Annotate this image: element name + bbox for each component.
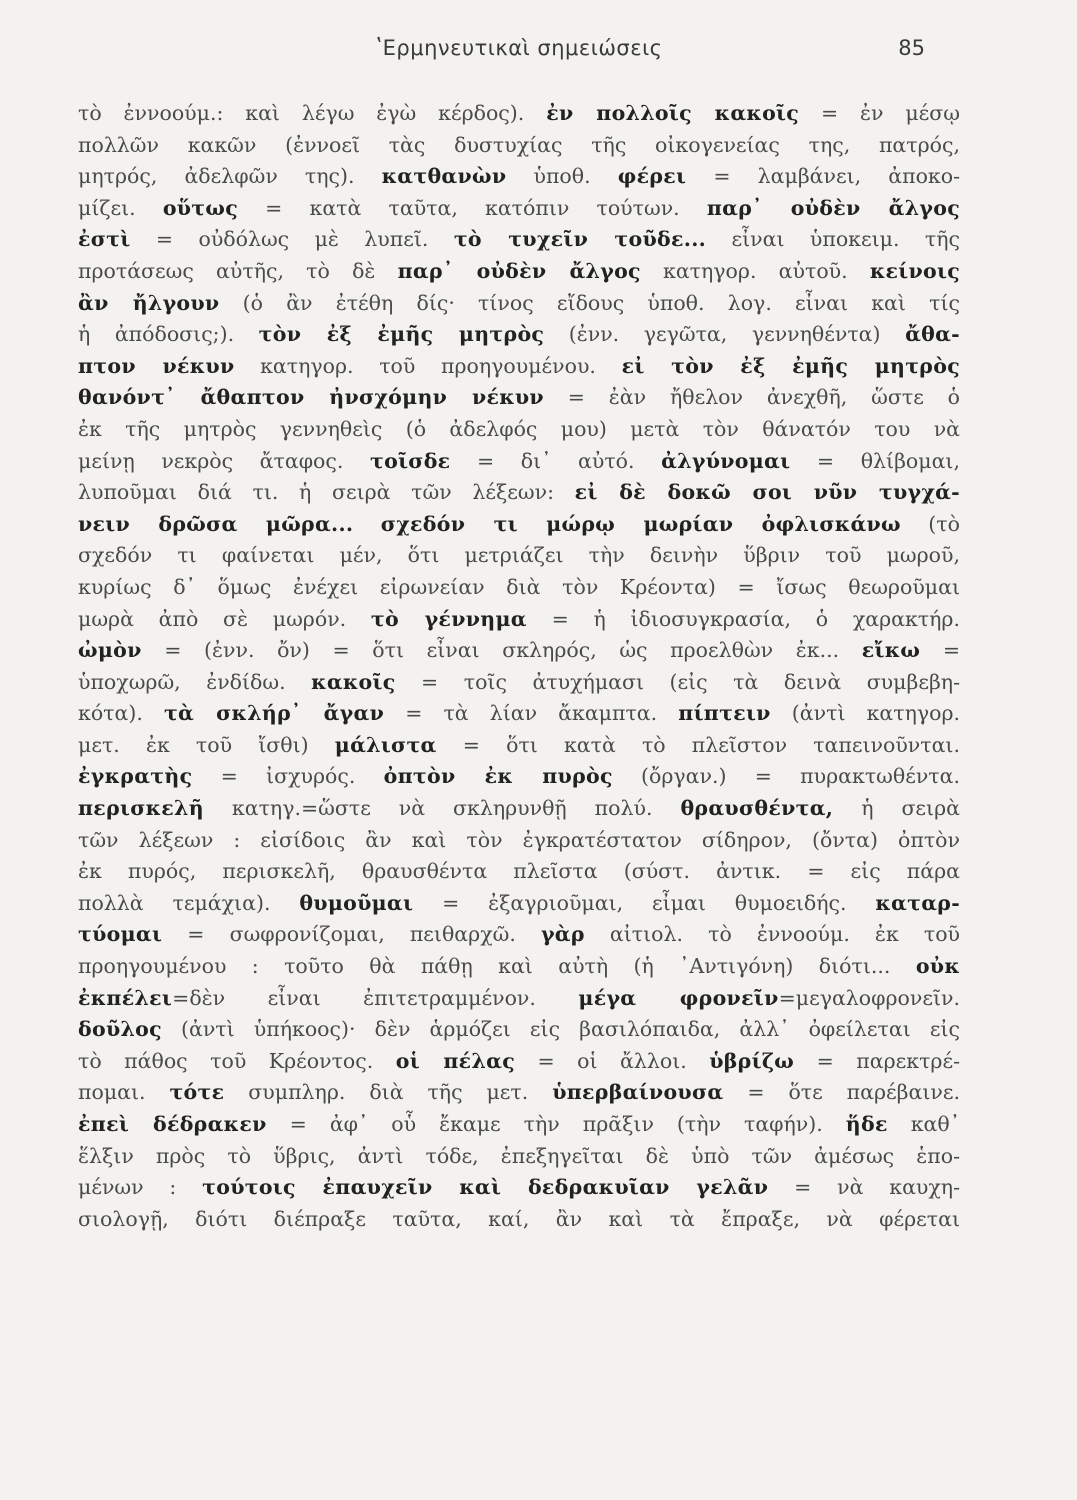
gloss-text: ἐκ τῆς μητρὸς γεννηθεὶς (ὁ ἀδελφός μου) μετὰ τὸν θάνατόν του νὰ	[78, 416, 960, 441]
text-line	[78, 572, 960, 604]
text-line	[78, 1077, 960, 1109]
lemma-term: περισκελῆ	[78, 796, 204, 821]
gloss-text: = θλίβομαι,	[790, 448, 960, 473]
text-line	[78, 825, 960, 857]
lemma-term: ἐν πολλοῖς κακοῖς	[546, 101, 800, 125]
text-line	[78, 414, 960, 446]
gloss-text: τὸ πάθος τοῦ Κρέοντος.	[78, 1048, 396, 1073]
gloss-text: συμπληρ. διὰ τῆς μετ.	[224, 1080, 553, 1105]
lemma-term: ἐπεὶ δέδρακεν	[78, 1112, 267, 1136]
gloss-text: = (ἐνν. ὄν) = ὅτι εἶναι σκληρός, ὡς προελθὼν ἐκ...	[141, 638, 862, 663]
page-number: 85	[898, 36, 925, 60]
running-title: ʽΕρμηνευτικαὶ σημειώσεις	[375, 36, 663, 60]
gloss-text: κατηγορ. αὐτοῦ.	[640, 258, 870, 283]
gloss-text: (ὄργαν.) = πυρακτωθέντα.	[612, 764, 960, 789]
gloss-text: πολλῶν κακῶν (ἐννοεῖ τὰς δυστυχίας τῆς οἰκογενείας της, πατρός,	[78, 132, 960, 157]
gloss-text: = ἐν μέσῳ	[799, 101, 960, 125]
lemma-term: θραυσθέντα,	[680, 796, 834, 821]
lemma-term: οὐκ	[915, 954, 960, 979]
text-line	[78, 1014, 960, 1046]
lemma-term: σχεδόν τι μώρῳ μωρίαν ὀφλισκάνω	[380, 511, 901, 536]
lemma-term: εἰ δὲ δοκῶ σοι νῦν τυγχά-	[574, 480, 960, 505]
lemma-term: τὸν ἐξ ἐμῆς μητρὸς	[258, 322, 545, 347]
lemma-term: πίπτειν	[678, 701, 771, 726]
text-line	[78, 130, 960, 162]
gloss-text: τῶν λέξεων : εἰσίδοις ἂν καὶ τὸν ἐγκρατέστατον σίδηρον, (ὄντα) ὀπτὸν	[78, 827, 960, 852]
gloss-text: = ἡ ἰδιοσυγκρασία, ὁ χαρακτήρ.	[526, 606, 960, 631]
lemma-term: θυμοῦμαι	[299, 890, 414, 915]
gloss-text: σιολογῇ, διότι διέπραξε ταῦτα, καί, ἂν καὶ τὰ ἔπραξε, νὰ φέρεται	[78, 1206, 960, 1231]
lemma-term: πτον νέκυν	[78, 353, 235, 378]
text-line	[78, 161, 960, 193]
lemma-term: μέγα φρονεῖν	[578, 985, 779, 1010]
lemma-term: ὑπερβαίνουσα	[552, 1080, 724, 1105]
text-line	[78, 382, 960, 414]
lemma-term: παρ᾽ οὐδὲν ἄλγος	[706, 195, 960, 220]
gloss-text: (τὸ	[900, 511, 960, 536]
gloss-text: = δι᾽ αὐτό.	[450, 448, 662, 473]
gloss-text: (ἀντὶ ὑπήκοος)· δὲν ἁρμόζει εἰς βασιλόπαιδα, ἀλλ᾽ ὀφείλεται εἰς	[161, 1017, 960, 1042]
running-head	[78, 36, 960, 66]
lemma-term: τὰ σκλήρ᾽ ἄγαν	[163, 701, 385, 726]
lemma-term: μάλιστα	[334, 732, 437, 757]
gloss-text: = ἰσχυρός.	[192, 764, 384, 789]
lemma-term: κείνοις	[869, 258, 960, 283]
gloss-text: = λαμβάνει, ἀποκο-	[686, 164, 960, 189]
lemma-term: νειν δρῶσα μῶρα...	[78, 511, 354, 536]
gloss-text: = ὅτε παρέβαινε.	[723, 1080, 960, 1105]
lemma-term: καταρ-	[875, 890, 960, 915]
text-line	[78, 509, 960, 541]
gloss-text: προηγουμένου : τοῦτο θὰ πάθῃ καὶ αὐτὴ (ἡ ᾽Αντιγόνη) διότι...	[78, 954, 916, 979]
gloss-text: καθ᾽	[887, 1112, 960, 1136]
lemma-term: τοῖσδε	[370, 448, 451, 473]
gloss-text: μένων :	[78, 1175, 203, 1200]
gloss-text: εἶναι ὑποκειμ. τῆς	[706, 227, 960, 252]
lemma-term: ὑβρίζω	[709, 1048, 795, 1073]
lemma-term: δοῦλος	[78, 1017, 162, 1042]
gloss-text: μείνῃ νεκρὸς ἄταφος.	[78, 448, 370, 473]
lemma-term: εἴκω	[861, 638, 921, 663]
lemma-term: τύομαι	[78, 922, 163, 947]
gloss-text: μετ. ἐκ τοῦ ἴσθι)	[78, 732, 335, 757]
gloss-text: ἡ ἀπόδοσις;).	[78, 322, 259, 347]
text-line	[78, 888, 960, 920]
lemma-term: ὀπτὸν ἐκ πυρὸς	[383, 764, 613, 789]
lemma-term: φέρει	[617, 164, 687, 189]
text-line	[78, 256, 960, 288]
lemma-term: ὠμὸν	[78, 638, 142, 663]
gloss-text: μωρὰ ἀπὸ σὲ μωρόν.	[78, 606, 371, 631]
gloss-text: (ὁ ἂν ἐτέθη δίς· τίνος εἴδους ὑποθ. λογ. εἶναι καὶ τίς	[219, 290, 960, 315]
gloss-text: (ἀντὶ κατηγορ.	[770, 701, 960, 726]
text-line	[78, 1204, 960, 1236]
text-line	[78, 1046, 960, 1078]
gloss-text: λυποῦμαι διά τι. ἡ σειρὰ τῶν λέξεων:	[78, 480, 575, 505]
lemma-term: κατθανὼν	[381, 164, 507, 189]
lemma-term: τὸ τυχεῖν τοῦδε...	[453, 227, 707, 252]
gloss-text: =	[920, 638, 960, 663]
gloss-text: = σωφρονίζομαι, πειθαρχῶ.	[162, 922, 541, 947]
gloss-text: = οἱ ἄλλοι.	[514, 1048, 710, 1073]
lemma-term: τότε	[169, 1080, 225, 1105]
gloss-text: σχεδόν τι φαίνεται μέν, ὅτι μετριάζει τὴν δεινὴν ὕβριν τοῦ μωροῦ,	[78, 543, 960, 568]
text-line	[78, 983, 960, 1015]
lemma-term: γὰρ	[540, 922, 585, 947]
lemma-term: εἰ τὸν ἐξ ἐμῆς μητρὸς	[621, 353, 960, 378]
text-line	[78, 351, 960, 383]
text-line	[78, 698, 960, 730]
text-line	[78, 98, 960, 130]
gloss-text: κατηγορ. τοῦ προηγουμένου.	[234, 353, 622, 378]
lemma-term: οὕτως	[162, 195, 239, 220]
gloss-text: κυρίως δ᾽ ὅμως ἐνέχει εἰρωνείαν διὰ τὸν Κρέοντα) = ἴσως θεωροῦμαι	[78, 574, 960, 599]
gloss-text: ἡ σειρὰ	[833, 796, 960, 821]
lemma-term: παρ᾽ οὐδὲν ἄλγος	[397, 258, 641, 283]
text-line	[78, 540, 960, 572]
lemma-term: κακοῖς	[311, 669, 396, 694]
gloss-text: (ἐνν. γεγῶτα, γεννηθέντα)	[544, 322, 906, 347]
gloss-text: προτάσεως αὐτῆς, τὸ δὲ	[78, 258, 398, 283]
gloss-text: ἐκ πυρός, περισκελῆ, θραυσθέντα πλεῖστα (σύστ. ἀντικ. = εἰς πάρα	[78, 859, 960, 884]
lemma-term: ἐγκρατὴς	[78, 764, 193, 789]
lemma-term: θανόντ᾽ ἄθαπτον ἠνσχόμην νέκυν	[78, 385, 544, 410]
lemma-term: τὸ γέννημα	[370, 606, 527, 631]
text-line	[78, 193, 960, 225]
text-line	[78, 477, 960, 509]
gloss-text: = ἐὰν ἤθελον ἀνεχθῆ, ὥστε ὁ	[543, 385, 960, 410]
gloss-text: = τοῖς ἀτυχήμασι (εἰς τὰ δεινὰ συμβεβη-	[395, 669, 960, 694]
text-line	[78, 730, 960, 762]
gloss-text: αἰτιολ. τὸ ἐννοούμ. ἐκ τοῦ	[584, 922, 960, 947]
gloss-text: = νὰ καυχη-	[768, 1175, 960, 1200]
lemma-term: ἂν ἤλγουν	[78, 290, 220, 315]
gloss-text: κατηγ.=ὥστε νὰ σκληρυνθῇ πολύ.	[203, 796, 681, 821]
gloss-text: ὑποχωρῶ, ἐνδίδω.	[78, 669, 312, 694]
gloss-text: = παρεκτρέ-	[794, 1048, 960, 1073]
text-line	[78, 761, 960, 793]
text-line	[78, 951, 960, 983]
gloss-text: = οὐδόλως μὲ λυπεῖ.	[130, 227, 454, 252]
lemma-term: τούτοις ἐπαυχεῖν καὶ δεδρακυῖαν γελᾶν	[202, 1175, 769, 1200]
gloss-text: = ἀφ᾽ οὗ ἔκαμε τὴν πρᾶξιν (τὴν ταφήν).	[266, 1112, 846, 1136]
gloss-text: κότα).	[78, 701, 164, 726]
text-line	[78, 919, 960, 951]
text-line	[78, 1109, 960, 1141]
text-line	[78, 635, 960, 667]
text-line	[78, 446, 960, 478]
gloss-text: =μεγαλοφρονεῖν.	[778, 985, 960, 1010]
gloss-text: πομαι.	[78, 1080, 170, 1105]
gloss-text: μητρός, ἀδελφῶν της).	[78, 164, 382, 189]
gloss-text: = ἐξαγριοῦμαι, εἶμαι θυμοειδής.	[413, 890, 876, 915]
gloss-text: πολλὰ τεμάχια).	[78, 890, 300, 915]
lemma-term: ἀλγύνομαι	[661, 448, 791, 473]
commentary-text	[78, 98, 960, 1235]
text-line	[78, 224, 960, 256]
text-line	[78, 1141, 960, 1173]
gloss-text: ἕλξιν πρὸς τὸ ὕβρις, ἀντὶ τόδε, ἐπεξηγεῖται δὲ ὑπὸ τῶν ἀμέσως ἑπο-	[78, 1143, 960, 1168]
gloss-text: = κατὰ ταῦτα, κατόπιν τούτων.	[238, 195, 707, 220]
lemma-term: ἐστὶ	[78, 227, 131, 252]
lemma-term: ἥδε	[845, 1112, 888, 1136]
text-line	[78, 604, 960, 636]
text-line	[78, 288, 960, 320]
gloss-text: =δὲν εἶναι ἐπιτετραμμένον.	[172, 985, 579, 1010]
gloss-text: τὸ ἐννοούμ.: καὶ λέγω ἐγὼ κέρδος).	[78, 101, 547, 125]
gloss-text: μίζει.	[78, 195, 163, 220]
text-line	[78, 856, 960, 888]
lemma-term: ἐκπέλει	[78, 985, 173, 1010]
text-line	[78, 319, 960, 351]
gloss-text: = ὅτι κατὰ τὸ πλεῖστον ταπεινοῦνται.	[436, 732, 960, 757]
lemma-term: οἱ πέλας	[395, 1048, 515, 1073]
text-line	[78, 793, 960, 825]
lemma-term: ἄθα-	[905, 322, 960, 347]
gloss-text	[353, 512, 380, 536]
gloss-text: ὑποθ.	[506, 164, 618, 189]
text-line	[78, 1172, 960, 1204]
gloss-text: = τὰ λίαν ἄκαμπτα.	[384, 701, 679, 726]
text-line	[78, 667, 960, 699]
